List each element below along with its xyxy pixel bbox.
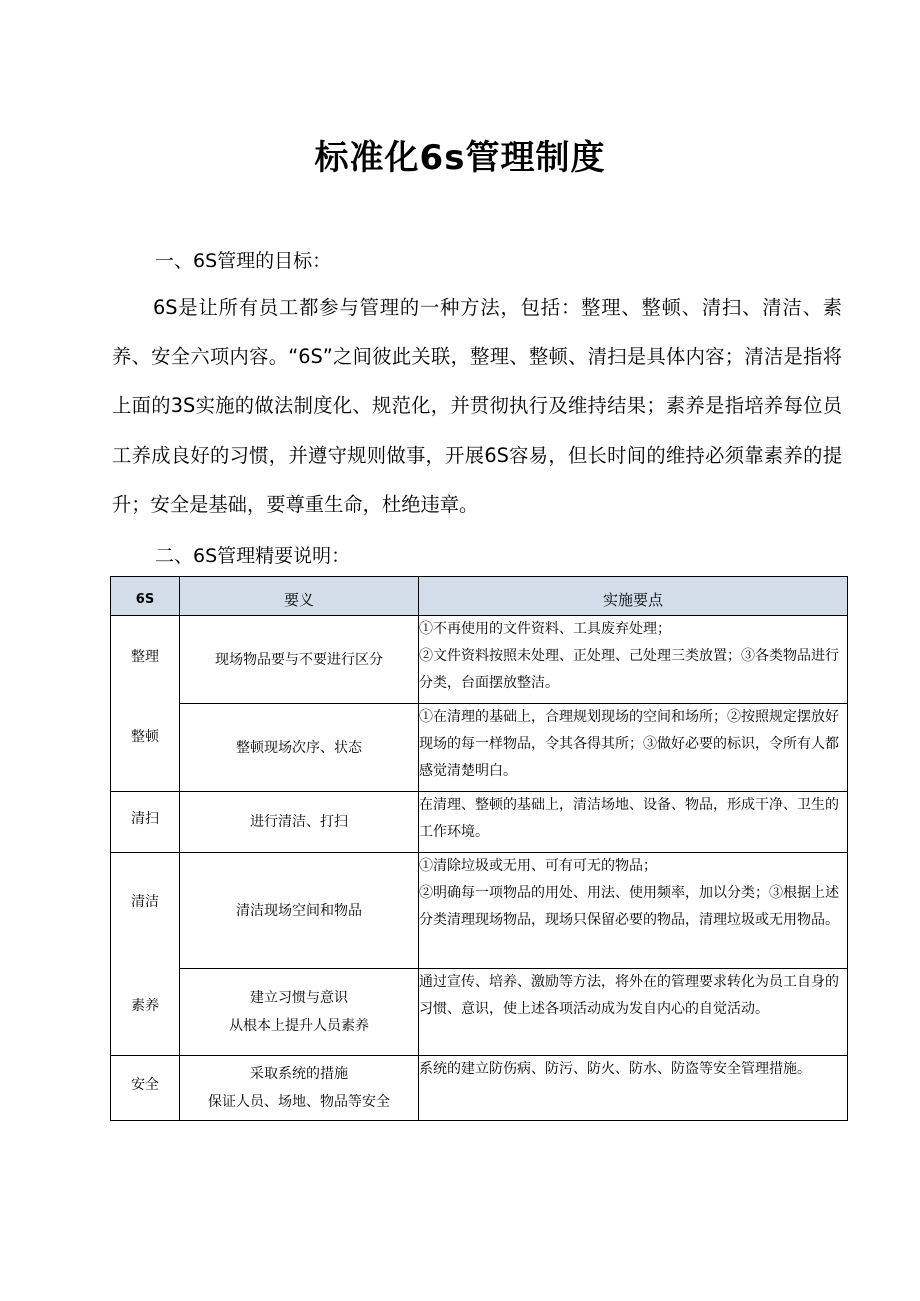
table-row — [111, 704, 848, 792]
meaning-text: 保证人员、场地、物品等安全 — [208, 1094, 390, 1110]
table-row — [111, 792, 848, 853]
key-points-cell — [419, 616, 848, 704]
meaning-text: 清洁现场空间和物品 — [236, 902, 362, 919]
meaning-cell — [180, 1056, 419, 1121]
section-heading-summary: 二、6S管理精要说明： — [155, 545, 351, 567]
category-cell — [111, 1056, 180, 1121]
category-name: 安全 — [131, 1077, 159, 1093]
meaning-cell — [180, 792, 419, 853]
meaning-cell — [180, 704, 419, 792]
category-name: 素养 — [131, 998, 159, 1014]
category-name: 整理 — [131, 649, 159, 665]
meaning-text: 采取系统的措施 — [250, 1066, 348, 1082]
key-points-cell — [419, 792, 848, 853]
category-name: 清扫 — [131, 811, 159, 827]
category-name: 整顿 — [131, 729, 159, 745]
key-point: ①在清理的基础上，合理规划现场的空间和场所；②按照规定摆放好现场的每一样物品，令其各得其所；③做好必要的标识，令所有人都感觉清楚明白。 — [419, 709, 839, 779]
key-point: ②明确每一项物品的用处、用法、使用频率，加以分类；③根据上述分类清理现场物品，现场只保留必要的物品，清理垃圾或无用物品。 — [419, 885, 839, 928]
category-cell — [111, 853, 180, 1056]
table-header-row — [111, 577, 848, 616]
key-points-cell — [419, 704, 848, 792]
table-row — [111, 1056, 848, 1121]
meaning-text: 整顿现场次序、状态 — [236, 739, 362, 756]
section-heading-goals: 一、6S管理的目标： — [155, 250, 332, 272]
key-point: 在清理、整顿的基础上，清洁场地、设备、物品，形成干净、卫生的工作环境。 — [419, 797, 839, 840]
header-meaning: 要义 — [180, 577, 419, 616]
category-name: 清洁 — [131, 894, 159, 910]
key-point: ②文件资料按照未处理、正处理、己处理三类放置；③各类物品进行分类，台面摆放整洁。 — [419, 648, 839, 691]
category-cell — [111, 792, 180, 853]
key-point: 系统的建立防伤病、防污、防火、防水、防盗等安全管理措施。 — [419, 1061, 811, 1077]
meaning-cell — [180, 853, 419, 969]
meaning-text: 从根本上提升人员素养 — [229, 1018, 369, 1034]
meaning-text: 进行清洁、打扫 — [250, 814, 348, 830]
meaning-cell — [180, 969, 419, 1056]
goals-paragraph: 6S是让所有员工都参与管理的一种方法，包括：整理、整顿、清扫、清洁、素养、安全六项内容。“6S”之间彼此关联，整理、整顿、清扫是具体内容；清洁是指将上面的3S实施的做法制度化、规范化，并贯彻执行及维持结果；素养是指培养每位员工养成良好的习惯，并遵守规则做事，开展6S容易，但长时间的维持必须靠素养的提升；安全是基础，要尊重生命，杜绝违章。 — [112, 296, 842, 516]
key-point: ①不再使用的文件资料、工具废弃处理； — [419, 621, 671, 637]
table-row — [111, 969, 848, 1056]
6s-summary-table — [110, 576, 848, 1121]
header-6s: 6S — [111, 577, 180, 616]
key-points-cell — [419, 853, 848, 969]
table-row — [111, 616, 848, 704]
key-points-cell — [419, 1056, 848, 1121]
page-title: 标准化6s管理制度 — [314, 138, 606, 178]
header-key-points: 实施要点 — [419, 577, 848, 616]
key-point: ①清除垃圾或无用、可有可无的物品； — [419, 858, 657, 874]
key-point: 通过宣传、培养、激励等方法，将外在的管理要求转化为员工自身的习惯、意识，使上述各项活动成为发自内心的自觉活动。 — [419, 974, 839, 1017]
table-row — [111, 853, 848, 969]
meaning-text: 建立习惯与意识 — [250, 990, 348, 1006]
category-cell — [111, 616, 180, 792]
key-points-cell — [419, 969, 848, 1056]
meaning-cell — [180, 616, 419, 704]
meaning-text: 现场物品要与不要进行区分 — [215, 651, 383, 668]
